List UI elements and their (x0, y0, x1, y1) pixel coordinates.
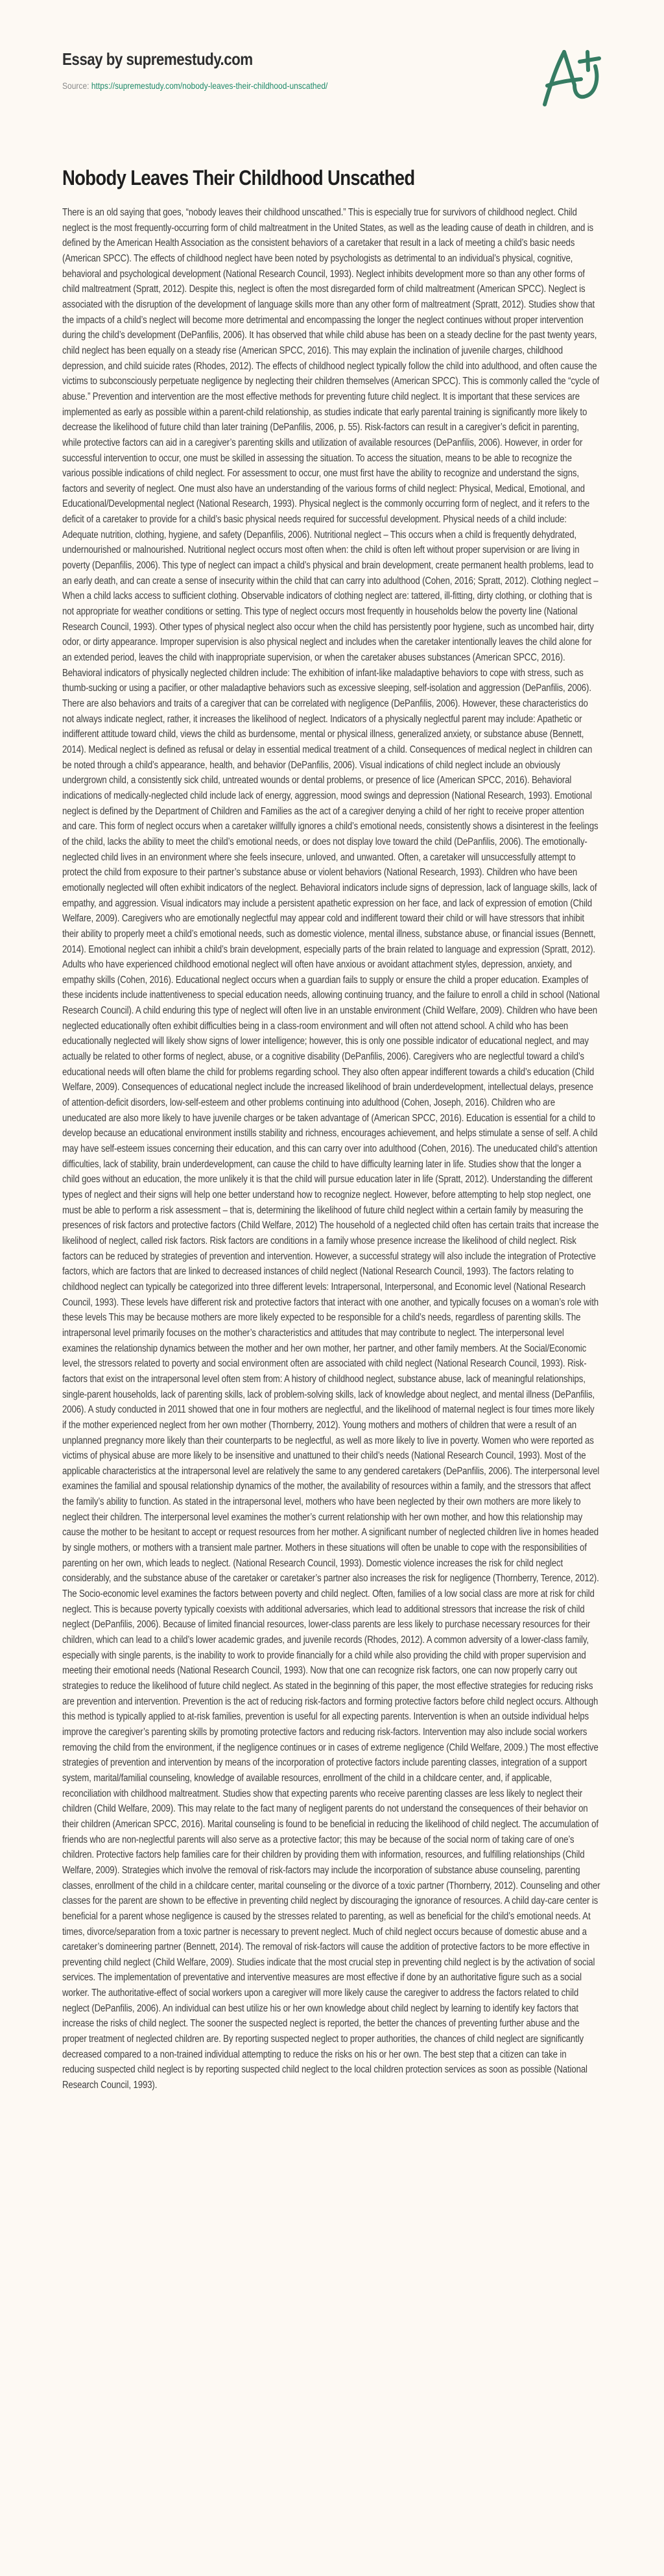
brand-title: Essay by supremestudy.com (62, 49, 253, 69)
essay-body (62, 205, 600, 2093)
source-link[interactable]: https://supremestudy.com/nobody-leaves-their-childhood-unscathed/ (91, 80, 328, 91)
page-header (0, 0, 664, 130)
essay-title: Nobody Leaves Their Childhood Unscathed (62, 166, 415, 189)
essay-paragraph: There is an old saying that goes, “nobody leaves their childhood unscathed.” This is especially true for survivors of childhood neglect. Child neglect is the most frequently-occurring form of child maltreatment in the United States, as well as the leading cause of death in children, and is defined by the American Health Association as the consistent behaviors of a caretaker that result in a lack of meeting a child’s basic needs (American SPCC). The effects of childhood neglect have been noted by psychologists as detrimental to an individual’s physical, cognitive, behavioral and psychological development (National Research Council, 1993). Neglect inhibits development more so than any other forms of child maltreatment (Spratt, 2012). Despite this, neglect is often the most disregarded form of child maltreatment (American SPCC). Neglect is associated with the disruption of the development of language skills more than any other form of maltreatment (Spratt, 2012). Studies show that the impacts of a child’s neglect will become more detrimental and encompassing the longer the neglect continues without proper intervention during the child’s development (DePanfilis, 2006). It has observed that while child abuse has been on a steady decline for the past twenty years, child neglect has been equally on a steady rise (American SPCC, 2016). This may explain the inclination of juvenile charges, childhood depression, and child suicide rates (Rhodes, 2012). The effects of childhood neglect typically follow the child into adulthood, and often cause the victims to subconsciously perpetuate negligence by neglecting their children themselves (American SPCC). This is commonly called the “cycle of abuse.” Prevention and intervention are the most effective methods for preventing future child neglect. It is important that these services are implemented as early as possible within a parent-child relationship, as studies indicate that early parental training is significantly more likely to decrease the likelihood of future child than later training (DePanfilis, 2006, p. 55). Risk-factors can result in a caregiver’s deficit in parenting, while protective factors can aid in a caregiver’s parenting skills and utilization of available resources (DePanfilis, 2006). However, in order for successful intervention to occur, one must be skilled in assessing the situation. To access the situation, means to be able to recognize the various possible indications of child neglect. For assessment to occur, one must first have the ability to recognize and understand the signs, factors and severity of neglect. One must also have an understanding of the various forms of child neglect: Physical, Medical, Emotional, and Educational/Developmental neglect (National Research, 1993). Physical neglect is the commonly occurring form of neglect, and it refers to the deficit of a caretaker to provide for a child’s basic physical needs required for successful development. Physical needs of a child include: Adequate nutrition, clothing, hygiene, and safety (Depanfilis, 2006). Nutritional neglect – This occurs when a child is frequently dehydrated, undernourished or malnourished. Nutritional neglect occurs most often when: the child is often left without proper supervision or are living in poverty (Depanfilis, 2006). This type of neglect can impact a child’s physical and brain development, create permanent health problems, lead to an early death, and can create a sense of insecurity within the child that can carry into adulthood (Cohen, 2016; Spratt, 2012). Clothing neglect – When a child lacks access to sufficient clothing. Observable indicators of clothing neglect are: tattered, ill-fitting, dirty clothing, or clothing that is not appropriate for weather conditions or setting. This type of neglect occurs most frequently in households below the poverty line (National Research Council, 1993). Other types of physical neglect also occur when the child has persistently poor hygiene, such as uncombed hair, dirty odor, or dirty appearance. Improper supervision is also physical neglect and includes when the caretaker intentionally leaves the child alone for an extended period, leaves the child with inappropriate supervision, or when the caretaker abuses substances (American SPCC, 2016). Behavioral indicators of physically neglected children include: The exhibition of infant-like maladaptive behaviors to cope with stress, such as thumb-sucking or using a pacifier, or other maladaptive behaviors such as excessive sleeping, self-isolation and aggression (DePanfilis, 2006). There are also behaviors and traits of a caregiver that can be correlated with negligence (DePanfilis, 2006). However, these characteristics do not always indicate neglect, rather, it increases the likelihood of neglect. Indicators of a physically neglectful parent may include: Apathetic or indifferent attitude toward child, views the child as burdensome, mental or physical illness, generalized anxiety, or substance abuse (Bennett, 2014). Medical neglect is defined as refusal or delay in essential medical treatment of a child. Consequences of medical neglect in children can be noted through a child’s appearance, health, and behavior (DePanfilis, 2006). Visual indications of child neglect include an obviously undergrown child, a consistently sick child, untreated wounds or dental problems, or presence of lice (American SPCC, 2016). Behavioral indications of medically-neglected child include lack of energy, aggression, mood swings and depression (National Research, 1993). Emotional neglect is defined by the Department of Children and Families as the act of a caregiver denying a child of her right to receive proper attention and care. This form of neglect occurs when a caretaker willfully ignores a child’s emotional needs, consistently shows a disinterest in the feelings of the child, lacks the ability to meet the child’s emotional needs, or does not display love toward the child (DePanfilis, 2006). The emotionally-neglected child lives in an environment where she feels insecure, unloved, and unwanted. Often, a caretaker will unsuccessfully attempt to protect the child from exposure to their partner’s substance abuse or violent behaviors (National Research, 1993). Children who have been emotionally neglected will often exhibit indicators of the neglect. Behavioral indicators include signs of depression, lack of language skills, lack of empathy, and aggression. Visual indicators may include a persistent apathetic expression on her face, and lack of expression of emotion (Child Welfare, 2009). Caregivers who are emotionally neglectful may appear cold and indifferent toward their child or will have stressors that inhibit their ability to properly meet a child’s emotional needs, such as domestic violence, mental illness, substance abuse, or financial issues (Bennett, 2014). Emotional neglect can inhibit a child’s brain development, especially parts of the brain related to language and expression (Spratt, 2012). Adults who have experienced childhood emotional neglect will often have anxious or avoidant attachment styles, depression, anxiety, and empathy skills (Cohen, 2016). Educational neglect occurs when a guardian fails to supply or ensure the child a proper education. Examples of these incidents include inattentiveness to special education needs, allowing continuing truancy, and the failure to enroll a child in school (National Research Council). A child enduring this type of neglect will often live in an unstable environment (Child Welfare, 2009). Children who have been neglected educationally often exhibit difficulties being in a class-room environment and will often not attend school. A child who has been educationally neglected will likely show signs of lower intelligence; however, this is only one possible indicator of educational neglect, and may actually be related to other forms of neglect, abuse, or a cognitive disability (DePanfilis, 2006). Caregivers who are neglectful toward a child’s educational needs will often blame the child for problems regarding school. They also often appear indifferent towards a child’s education (Child Welfare, 2009). Consequences of educational neglect include the increased likelihood of brain underdevelopment, intellectual delays, presence of attention-deficit disorders, low-self-esteem and other problems continuing into adulthood (Cohen, Joseph, 2016). Children who are uneducated are also more likely to have juvenile charges or be taken advantage of (American SPCC, 2016). Education is essential for a child to develop because an educational environment instills stability and richness, encourages achievement, and helps stimulate a sense of self. A child may have self-esteem issues concerning their education, and this can carry over into adulthood (Cohen, 2016). The uneducated child’s attention difficulties, lack of stability, brain underdevelopment, can cause the child to have difficulty learning later in life. Studies show that the longer a child goes without an education, the more unlikely it is that the child will pursue education later in life (Spratt, 2012). Understanding the different types of neglect and their signs will help one better understand how to recognize neglect. However, before attempting to help stop neglect, one must be able to perform a risk assessment – that is, determining the likelihood of future child neglect within a certain family by measuring the presences of risk factors and protective factors (Child Welfare, 2012) The household of a neglected child often has certain traits that increase the likelihood of neglect, called risk factors. Risk factors are conditions in a family whose presence increase the likelihood of child neglect. Risk factors can be reduced by strategies of prevention and intervention. However, a successful strategy will also include the integration of Protective factors, which are factors that are linked to decreased instances of child neglect (National Research Council, 1993). The factors relating to childhood neglect can typically be categorized into three different levels: Intrapersonal, Interpersonal, and Economic level (National Research Council, 1993). These levels have different risk and protective factors that interact with one another, and typically focuses on a woman’s role with these levels This may be because mothers are more likely expected to be responsible for a child’s needs, regardless of parenting skills. The intrapersonal level primarily focuses on the mother’s characteristics and attitudes that may contribute to neglect. The interpersonal level examines the relationship dynamics between the mother and her own mother, her partner, and other family members. At the Social/Economic level, the stressors related to poverty and social environment often are associated with child neglect (National Research Council, 1993). Risk-factors that exist on the intrapersonal level often stem from: A history of childhood neglect, substance abuse, lack of meaningful relationships, single-parent households, lack of parenting skills, lack of problem-solving skills, lack of knowledge about neglect, and mental illness (DePanfilis, 2006). A study conducted in 2011 showed that one in four mothers are neglectful, and the likelihood of maternal neglect is four times more likely if the mother experienced neglect from her own mother (Thornberry, 2012). Young mothers and mothers of children that were a result of an unplanned pregnancy more likely than their counterparts to be neglectful, as well as more likely to live in poverty. Women who were reported as victims of physical abuse are more likely to be insensitive and unattuned to their child’s needs (National Research Council, 1993). Most of the applicable characteristics at the intrapersonal level are relatively the same to any gendered caretakers (DePanfilis, 2006). The interpersonal level examines the familial and spousal relationship dynamics of the mother, the availability of resources within a family, and the stressors that affect the family’s ability to function. As stated in the intrapersonal level, mothers who have been neglected by their own mothers are more likely to neglect their children. The interpersonal level examines the mother’s current relationship with her own mother, and how this relationship may cause the mother to be hesitant to accept or request resources from her mother. A significant number of neglected children live in homes headed by single mothers, or mothers with a transient male partner. Mothers in these situations will often be unable to cope with the responsibilities of parenting on her own, which leads to neglect. (National Research Council, 1993). Domestic violence increases the risk for child neglect considerably, and the substance abuse of the caretaker or caretaker’s partner also increases the risk for negligence (Thornberry, Terence, 2012). The Socio-economic level examines the factors between poverty and child neglect. Often, families of a low social class are more at risk for child neglect. This is because poverty typically coexists with additional adversaries, which lead to additional stressors that increase the risk of child neglect (DePanfilis, 2006). Because of limited financial resources, lower-class parents are less likely to purchase necessary resources for their children, which can lead to a child’s lower academic grades, and juvenile records (Rhodes, 2012). A common adversity of a lower-class family, especially with single parents, is the inability to work to provide financially for a child while also providing the child with proper supervision and meeting their emotional needs (National Research Council, 1993). Now that one can recognize risk factors, one can now properly carry out strategies to reduce the likelihood of future child neglect. As stated in the beginning of this paper, the most effective strategies for reducing risks are prevention and intervention. Prevention is the act of reducing risk-factors and forming protective factors before child neglect occurs. Although this method is typically applied to at-risk families, prevention is useful for all expecting parents. Intervention is when an outside individual helps improve the caregiver’s parenting skills by promoting protective factors and reducing risk-factors. Intervention may also include social workers removing the child from the environment, if the negligence continues or in cases of extreme negligence (Child Welfare, 2009.) The most effective strategies of prevention and intervention by means of the incorporation of protective factors include parenting classes, integration of a support system, marital/familial counseling, knowledge of available resources, enrollment of the child in a childcare center, and, if applicable, reconciliation with childhood maltreatment. Studies show that expecting parents who receive parenting classes are less likely to neglect their children (Child Welfare, 2009). This may relate to the fact many of negligent parents do not understand the consequences of their behavior on their children (American SPCC, 2016). Marital counseling is found to be beneficial in reducing the likelihood of child neglect. The accumulation of friends who are non-neglectful parents will also serve as a protective factor; this may be because of the social norm of taking care of one’s children. Protective factors help families care for their children by providing them with information, resources, and fulfilling relationships (Child Welfare, 2009). Strategies which involve the removal of risk-factors may include the incorporation of substance abuse counseling, parenting classes, enrollment of the child in a childcare center, marital counseling or the divorce of a toxic partner (Thornberry, 2012). Counseling and other classes for the parent are shown to be effective in preventing child neglect by discouraging the ignorance of resources. A child day-care center is beneficial for a parent whose negligence is caused by the stresses related to parenting, as well as beneficial for the child’s emotional needs. At times, divorce/separation from a toxic partner is necessary to prevent neglect. Much of child neglect occurs because of domestic abuse and a caretaker’s domineering partner (Bennett, 2014). The removal of risk-factors will cause the addition of protective factors to be more effective in preventing child neglect (Child Welfare, 2009). Studies indicate that the most crucial step in preventing child neglect is by the activation of social services. The implementation of preventative and interventive measures are most effective if done by an authoritative figure such as a social worker. The authoritative-effect of social workers upon a caregiver will more likely cause the caregiver to address the factors related to child neglect (DePanfilis, 2006). An individual can best utilize his or her own knowledge about child neglect by learning to identify key factors that increase the risks of child neglect. The sooner the suspected neglect is reported, the better the chances of preventing further abuse and the proper treatment of neglected children are. By reporting suspected neglect to proper authorities, the chances of child neglect are significantly decreased compared to a non-trained individual attempting to reduce the risks on his or her own. The best step that a citizen can take in reducing suspected child neglect is by reporting suspected child neglect to the local children protection services as soon as possible (National Research Council, 1993). (62, 207, 600, 2091)
source-line (62, 80, 327, 91)
a-plus-grade-icon (537, 44, 608, 109)
source-label: Source: (62, 80, 91, 91)
